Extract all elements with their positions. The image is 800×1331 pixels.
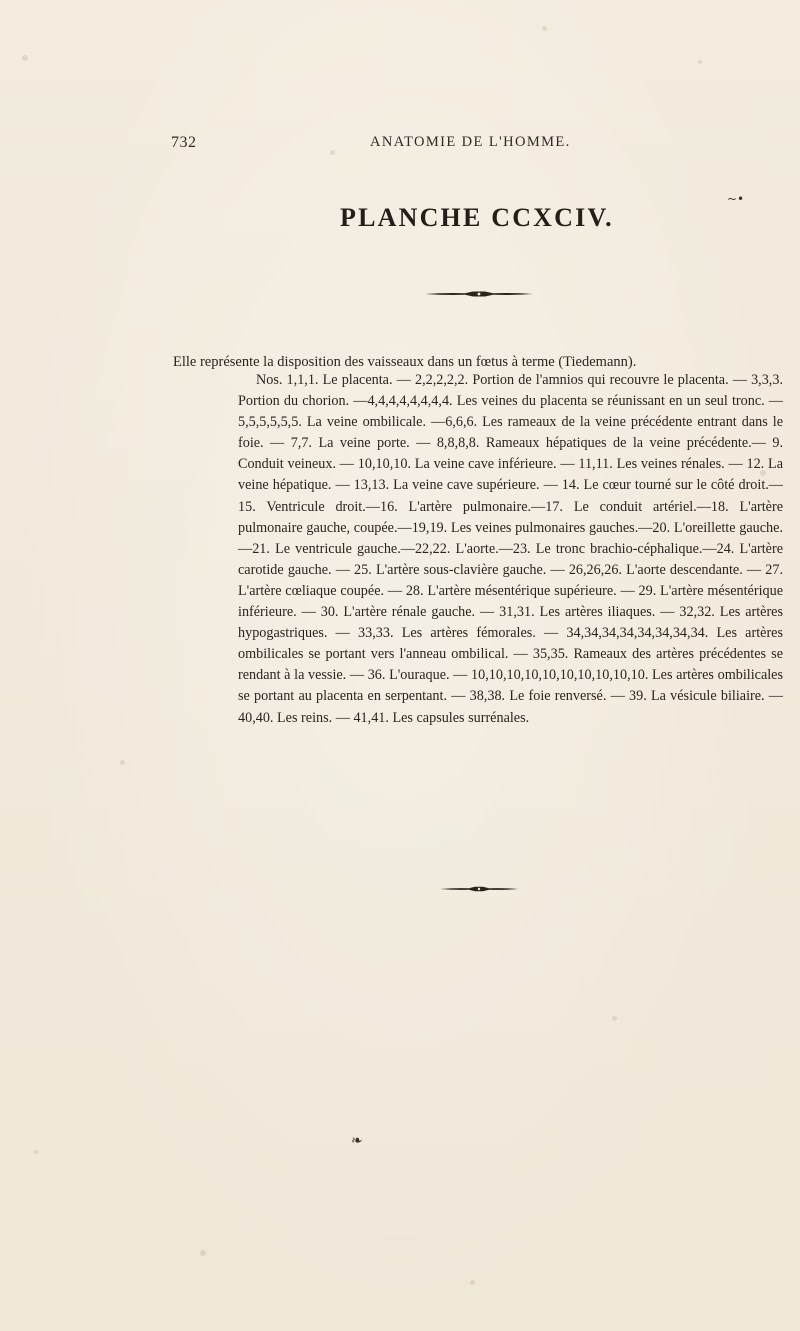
foxing-spot bbox=[542, 26, 547, 31]
plate-description: Elle représente la disposition des vaisseaux dans un fœtus à terme (Tiedemann). bbox=[173, 354, 637, 370]
foxing-spot bbox=[22, 55, 28, 61]
foxing-spot bbox=[34, 1150, 38, 1154]
foxing-spot bbox=[330, 150, 335, 155]
ornamental-rule-icon bbox=[440, 884, 518, 894]
foxing-spot bbox=[470, 1280, 475, 1285]
page-number: 732 bbox=[171, 134, 197, 151]
ornamental-rule-icon bbox=[425, 289, 533, 299]
ink-mark: ~• bbox=[727, 192, 745, 206]
foxing-spot bbox=[612, 1016, 617, 1021]
plate-title: PLANCHE CCXCIV. bbox=[340, 203, 614, 232]
plate-legend: Nos. 1,1,1. Le placenta. — 2,2,2,2,2. Portion de l'amnios qui recouvre le placenta. — 3,3,3. Portion du chorion. —4,4,4,4,4,4,4,4. Les veines du placenta se réunissant en un seul tronc. — 5,5,5,5,5,5. La veine ombilicale. —6,6,6. Les rameaux de la veine précédente entrant dans le foie. — 7,7. La veine porte. — 8,8,8,8. Rameaux hépatiques de la veine précédente.— 9. Conduit veineux. — 10,10,10. La veine cave inférieure. — 11,11. Les veines rénales. — 12. La veine hépatique. — 13,13. La veine cave supérieure. — 14. Le cœur tourné sur le côté droit.—15. Ventricule droit.—16. L'artère pulmonaire.—17. Le conduit artériel.—18. L'artère pulmonaire gauche, coupée.—19,19. Les veines pulmonaires gauches.—20. L'oreillette gauche. —21. Le ventricule gauche.—22,22. L'aorte.—23. Le tronc brachio-céphalique.—24. L'artère carotide gauche. — 25. L'artère sous-clavière gauche. — 26,26,26. L'aorte descendante. — 27. L'artère cœliaque coupée. — 28. L'artère mésentérique supérieure. — 29. L'artère mésentérique inférieure. — 30. L'artère rénale gauche. — 31,31. Les artères iliaques. — 32,32. Les artères hypogastriques. — 33,33. Les artères fémorales. — 34,34,34,34,34,34,34,34. Les artères ombilicales se portant vers l'anneau ombilical. — 35,35. Rameaux des artères précédentes se rendant à la vessie. — 36. L'ouraque. — 10,10,10,10,10,10,10,10,10,10. Les artères ombilicales se portant au placenta en serpentant. — 38,38. Le foie renversé. — 39. La vésicule biliaire. — 40,40. Les reins. — 41,41. Les capsules surrénales. bbox=[238, 372, 783, 726]
foxing-spot bbox=[200, 1250, 206, 1256]
running-head: ANATOMIE DE L'HOMME. bbox=[370, 134, 571, 150]
ink-blot: ❧ bbox=[351, 1133, 363, 1149]
foxing-spot bbox=[120, 760, 125, 765]
foxing-spot bbox=[698, 60, 702, 64]
